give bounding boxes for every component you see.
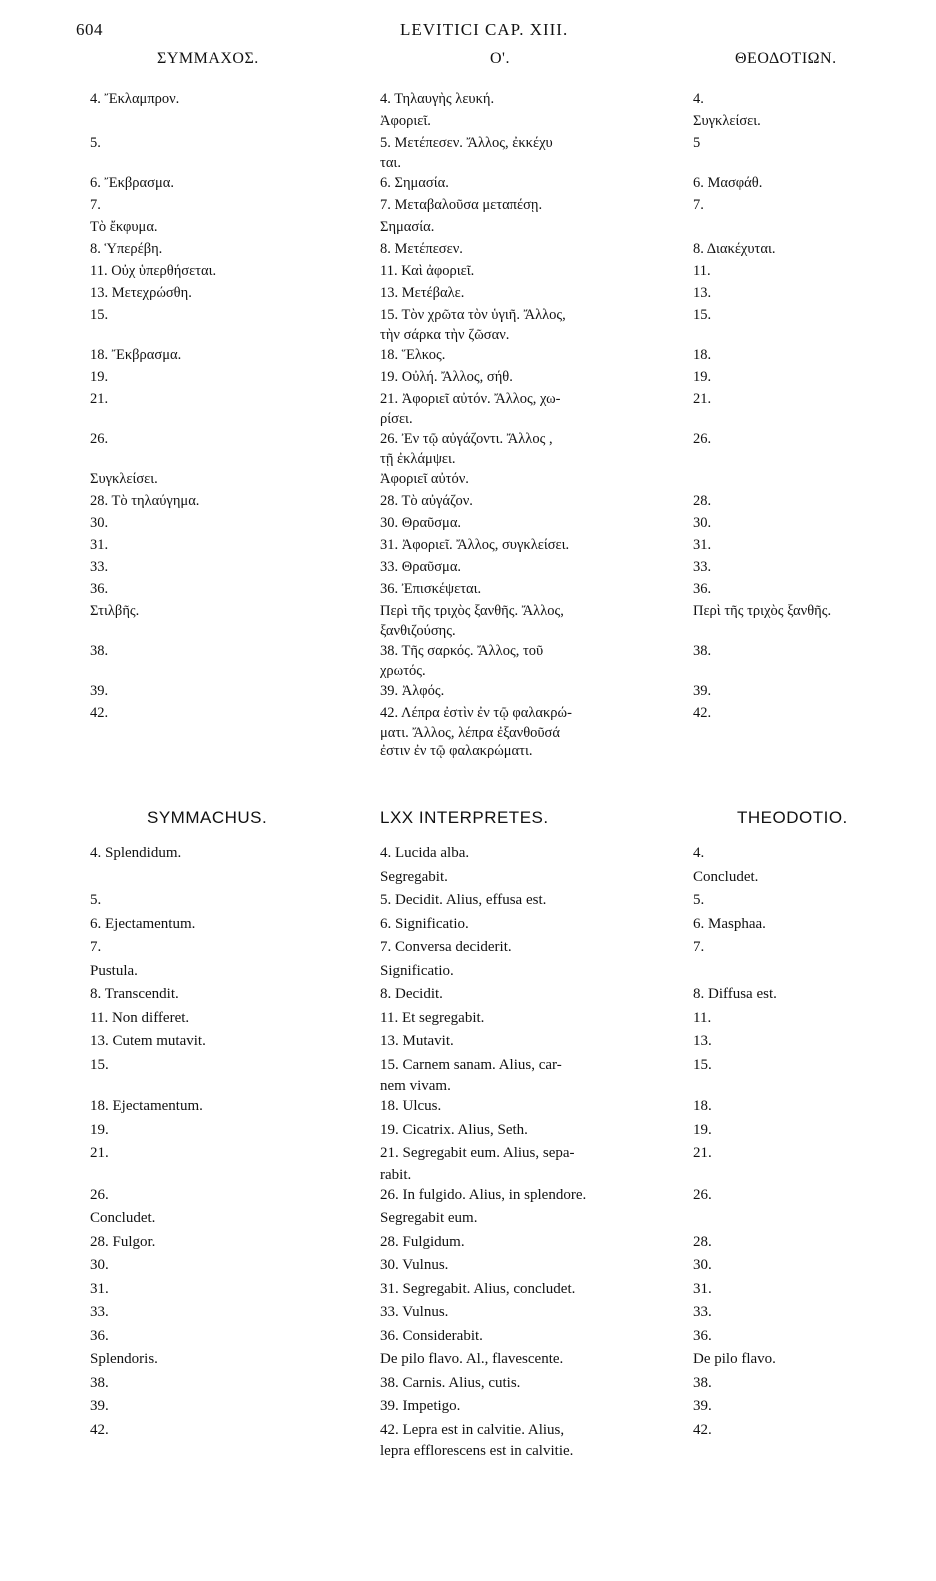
lxx-line: 39. Impetigo. — [380, 1398, 461, 1414]
verse-row — [0, 468, 936, 490]
verse-row — [0, 238, 936, 260]
verse-row — [0, 702, 936, 760]
theodotion-cell — [693, 1207, 893, 1231]
verse-row — [0, 88, 936, 110]
theodotion-cell: 39. — [693, 1398, 712, 1414]
theodotion-cell: 6. Μασφάθ. — [693, 175, 763, 191]
lxx-line: τὴν σάρκα τὴν ζῶσαν. — [380, 327, 510, 343]
lxx-line: 28. Fulgidum. — [380, 1233, 465, 1250]
symmachus-cell: 4. Ἔκλαμπρον. — [90, 91, 180, 107]
verse-row — [0, 110, 936, 132]
theodotion-cell: 5. — [693, 892, 705, 908]
verse-row — [0, 1301, 936, 1325]
heading-symmachus-greek: ΣΥΜΜΑΧΟΣ. — [157, 50, 259, 67]
verse-row — [0, 172, 936, 194]
lxx-line: 13. Μετέβαλε. — [380, 285, 465, 301]
lxx-cell — [380, 194, 683, 216]
symmachus-cell: 13. Μετεχρώσθη. — [90, 285, 192, 301]
theodotion-cell: 8. Diffusa est. — [693, 986, 777, 1002]
greek-section — [0, 50, 936, 760]
symmachus-cell: Splendoris. — [90, 1351, 158, 1367]
heading-symmachus-latin: SYMMACHUS. — [147, 808, 268, 827]
theodotion-cell: 30. — [693, 515, 712, 531]
lxx-line: Σημασία. — [380, 219, 435, 235]
lxx-line: 38. Carnis. Alius, cutis. — [380, 1374, 521, 1391]
symmachus-cell: 21. — [90, 1145, 109, 1161]
lxx-line: 30. Vulnus. — [380, 1257, 449, 1273]
lxx-cell — [380, 866, 683, 890]
verse-row — [0, 983, 936, 1007]
verse-row — [0, 344, 936, 366]
verse-row — [0, 1325, 936, 1349]
verse-row — [0, 913, 936, 937]
lxx-line: 8. Μετέπεσεν. — [380, 241, 463, 257]
verse-row — [0, 1007, 936, 1031]
lxx-line: 5. Μετέπεσεν. Ἄλλος, ἐκκέχυ — [380, 135, 553, 151]
symmachus-cell: 38. — [90, 1374, 109, 1391]
verse-row — [0, 388, 936, 428]
lxx-line: 11. Et segregabit. — [380, 1009, 485, 1026]
verse-row — [0, 1119, 936, 1143]
heading-theodotion-latin: THEODOTIO. — [737, 808, 848, 827]
symmachus-cell — [90, 866, 380, 890]
lxx-cell — [380, 1207, 683, 1231]
verse-row — [0, 366, 936, 388]
lxx-line: 11. Καὶ ἀφοριεῖ. — [380, 263, 475, 279]
lxx-line: 13. Mutavit. — [380, 1033, 454, 1049]
verse-row — [0, 1142, 936, 1184]
lxx-cell — [380, 600, 683, 640]
lxx-cell — [380, 216, 683, 238]
lxx-line: 33. Vulnus. — [380, 1304, 449, 1320]
theodotion-cell: 13. — [693, 1033, 712, 1049]
theodotion-cell: 15. — [693, 1056, 712, 1073]
theodotion-cell: Concludet. — [693, 868, 759, 885]
lxx-cell — [380, 260, 683, 282]
lxx-line: 31. Ἀφοριεῖ. Ἄλλος, συγκλείσει. — [380, 537, 570, 553]
verse-row — [0, 1254, 936, 1278]
heading-theodotion-greek: ΘΕΟΔΟΤΙΩΝ. — [735, 50, 837, 67]
lxx-cell — [380, 1301, 683, 1325]
verse-row — [0, 1030, 936, 1054]
theodotion-cell: 21. — [693, 1145, 712, 1161]
theodotion-cell: 18. — [693, 347, 712, 363]
symmachus-cell: 38. — [90, 643, 109, 659]
symmachus-cell: 36. — [90, 581, 109, 597]
verse-row — [0, 534, 936, 556]
theodotion-cell: 38. — [693, 1374, 712, 1391]
theodotion-cell — [693, 960, 893, 984]
theodotion-cell: 26. — [693, 431, 712, 447]
symmachus-cell: 26. — [90, 431, 109, 447]
lxx-line: 7. Conversa deciderit. — [380, 939, 512, 955]
lxx-line: 6. Significatio. — [380, 915, 469, 932]
lxx-cell — [380, 512, 683, 534]
heading-lxx-latin: LXX INTERPRETES. — [380, 808, 549, 827]
theodotion-cell: 26. — [693, 1186, 712, 1203]
lxx-line: 4. Lucida alba. — [380, 845, 470, 861]
symmachus-cell: 21. — [90, 391, 109, 407]
symmachus-cell: 15. — [90, 307, 109, 323]
lxx-cell — [380, 1419, 683, 1461]
lxx-line: 42. Λέπρα ἐστὶν ἐν τῷ φαλακρώ- — [380, 705, 572, 721]
lxx-cell — [380, 1030, 683, 1054]
symmachus-cell: Pustula. — [90, 962, 138, 979]
lxx-cell — [380, 468, 683, 490]
lxx-line: 15. Carnem sanam. Alius, car- — [380, 1056, 562, 1073]
theodotion-cell: Συγκλείσει. — [693, 113, 761, 129]
lxx-line: ται. — [380, 155, 401, 171]
theodotion-cell — [693, 216, 893, 238]
latin-rows — [0, 842, 936, 1460]
theodotion-cell: 4. — [693, 91, 704, 107]
verse-row — [0, 1278, 936, 1302]
theodotion-cell: 5 — [693, 135, 701, 151]
lxx-line: Περὶ τῆς τριχὸς ξανθῆς. Ἄλλος, — [380, 603, 564, 619]
verse-row — [0, 260, 936, 282]
lxx-line: 31. Segregabit. Alius, concludet. — [380, 1280, 576, 1297]
verse-row — [0, 216, 936, 238]
lxx-line: ξανθιζούσης. — [380, 623, 456, 639]
symmachus-cell: 6. Ejectamentum. — [90, 915, 196, 932]
latin-headings — [0, 808, 936, 834]
symmachus-cell: Συγκλείσει. — [90, 471, 158, 487]
symmachus-cell: 11. Οὐχ ὑπερθήσεται. — [90, 263, 217, 279]
lxx-cell — [380, 88, 683, 110]
symmachus-cell: Στιλβῆς. — [90, 603, 140, 619]
lxx-cell — [380, 1254, 683, 1278]
lxx-cell — [380, 1142, 683, 1184]
lxx-cell — [380, 680, 683, 702]
theodotion-cell: 33. — [693, 1304, 712, 1320]
page-number: 604 — [76, 20, 103, 39]
symmachus-cell: Concludet. — [90, 1210, 156, 1226]
symmachus-cell: 13. Cutem mutavit. — [90, 1033, 206, 1049]
theodotion-cell: 7. — [693, 939, 705, 955]
verse-row — [0, 1231, 936, 1255]
verse-row — [0, 680, 936, 702]
lxx-cell — [380, 1278, 683, 1302]
theodotion-cell: 39. — [693, 683, 712, 699]
lxx-line: 7. Μεταβαλοῦσα μεταπέσῃ. — [380, 197, 543, 213]
symmachus-cell: 31. — [90, 537, 109, 553]
lxx-cell — [380, 388, 683, 428]
lxx-line: 19. Cicatrix. Alius, Seth. — [380, 1121, 528, 1138]
lxx-line: ρίσει. — [380, 411, 413, 427]
symmachus-cell: 31. — [90, 1280, 109, 1297]
theodotion-cell — [693, 468, 893, 490]
lxx-line: Ἀφοριεῖ αὐτόν. — [380, 471, 469, 487]
lxx-line: 42. Lepra est in calvitie. Alius, — [380, 1421, 565, 1438]
symmachus-cell: 19. — [90, 1121, 109, 1138]
lxx-line: ἐστιν ἐν τῷ φαλακρώματι. — [380, 743, 533, 759]
lxx-cell — [380, 640, 683, 680]
symmachus-cell: 19. — [90, 369, 109, 385]
heading-lxx-greek: Ο'. — [490, 50, 510, 67]
lxx-cell — [380, 172, 683, 194]
verse-row — [0, 1054, 936, 1096]
symmachus-cell: 30. — [90, 1257, 109, 1273]
verse-row — [0, 889, 936, 913]
theodotion-cell: 19. — [693, 1121, 712, 1138]
verse-row — [0, 1207, 936, 1231]
theodotion-cell: De pilo flavo. — [693, 1351, 776, 1367]
lxx-line: 30. Θραῦσμα. — [380, 515, 462, 531]
symmachus-cell — [90, 110, 380, 132]
symmachus-cell: 39. — [90, 1398, 109, 1414]
lxx-cell — [380, 702, 683, 760]
symmachus-cell: 4. Splendidum. — [90, 845, 182, 861]
lxx-line: 28. Τὸ αὐγάζον. — [380, 493, 473, 509]
lxx-line: 15. Τὸν χρῶτα τὸν ὑγιῆ. Ἄλλος, — [380, 307, 566, 323]
lxx-cell — [380, 344, 683, 366]
lxx-line: 4. Τηλαυγὴς λευκή. — [380, 91, 495, 107]
page-header — [0, 20, 936, 44]
verse-row — [0, 866, 936, 890]
lxx-line: ματι. Ἄλλος, λέπρα ἐξανθοῦσά — [380, 725, 560, 741]
verse-row — [0, 428, 936, 468]
theodotion-cell: 13. — [693, 285, 712, 301]
verse-row — [0, 578, 936, 600]
symmachus-cell: 18. Ἔκβρασμα. — [90, 347, 182, 363]
lxx-cell — [380, 1054, 683, 1096]
lxx-line: 26. Ἐν τῷ αὐγάζοντι. Ἄλλος , — [380, 431, 553, 447]
lxx-line: lepra efflorescens est in calvitie. — [380, 1443, 574, 1459]
verse-row — [0, 1095, 936, 1119]
theodotion-cell: 11. — [693, 263, 711, 279]
verse-row — [0, 1395, 936, 1419]
symmachus-cell: 7. — [90, 939, 102, 955]
verse-row — [0, 640, 936, 680]
verse-row — [0, 1419, 936, 1461]
lxx-line: 38. Τῆς σαρκός. Ἄλλος, τοῦ — [380, 643, 544, 659]
verse-row — [0, 960, 936, 984]
lxx-cell — [380, 282, 683, 304]
theodotion-cell: 4. — [693, 845, 705, 861]
lxx-line: 18. Ἕλκος. — [380, 347, 446, 363]
theodotion-cell: 42. — [693, 1421, 712, 1438]
verse-row — [0, 1372, 936, 1396]
lxx-cell — [380, 366, 683, 388]
lxx-line: τῇ ἐκλάμψει. — [380, 451, 456, 467]
lxx-line: Ἀφοριεῖ. — [380, 113, 431, 129]
theodotion-cell: Περὶ τῆς τριχὸς ξανθῆς. — [693, 603, 832, 619]
lxx-cell — [380, 842, 683, 866]
lxx-cell — [380, 1231, 683, 1255]
lxx-cell — [380, 556, 683, 578]
lxx-line: rabit. — [380, 1166, 412, 1183]
lxx-line: nem vivam. — [380, 1078, 451, 1094]
theodotion-cell: 21. — [693, 391, 712, 407]
symmachus-cell: 7. — [90, 197, 101, 213]
theodotion-cell: 36. — [693, 1327, 712, 1344]
theodotion-cell: 33. — [693, 559, 712, 575]
lxx-cell — [380, 889, 683, 913]
symmachus-cell: 11. Non differet. — [90, 1009, 190, 1026]
symmachus-cell: 33. — [90, 1304, 109, 1320]
symmachus-cell: 39. — [90, 683, 109, 699]
lxx-cell — [380, 1348, 683, 1372]
symmachus-cell: 36. — [90, 1327, 109, 1344]
theodotion-cell: 31. — [693, 537, 712, 553]
lxx-cell — [380, 490, 683, 512]
verse-row — [0, 132, 936, 172]
symmachus-cell: 42. — [90, 705, 109, 721]
symmachus-cell: 5. — [90, 892, 102, 908]
lxx-cell — [380, 1395, 683, 1419]
verse-row — [0, 842, 936, 866]
symmachus-cell: 28. Τὸ τηλαύγημα. — [90, 493, 200, 509]
theodotion-cell: 11. — [693, 1009, 712, 1026]
theodotion-cell: 15. — [693, 307, 712, 323]
verse-row — [0, 936, 936, 960]
lxx-cell — [380, 534, 683, 556]
verse-row — [0, 490, 936, 512]
lxx-line: 19. Οὐλή. Ἄλλος, σήθ. — [380, 369, 513, 385]
lxx-line: 26. In fulgido. Alius, in splendore. — [380, 1186, 587, 1203]
symmachus-cell: 33. — [90, 559, 109, 575]
verse-row — [0, 282, 936, 304]
lxx-cell — [380, 1372, 683, 1396]
lxx-line: 6. Σημασία. — [380, 175, 449, 191]
symmachus-cell: 30. — [90, 515, 109, 531]
lxx-line: 33. Θραῦσμα. — [380, 559, 462, 575]
lxx-cell — [380, 960, 683, 984]
lxx-line: 21. Segregabit eum. Alius, sepa- — [380, 1145, 575, 1161]
lxx-line: De pilo flavo. Al., flavescente. — [380, 1351, 564, 1367]
lxx-line: 36. Ἐπισκέψεται. — [380, 581, 482, 597]
lxx-cell — [380, 1095, 683, 1119]
greek-headings — [0, 50, 936, 76]
symmachus-cell: Τὸ ἔκφυμα. — [90, 219, 158, 235]
theodotion-cell: 19. — [693, 369, 712, 385]
latin-section — [0, 808, 936, 1460]
lxx-cell — [380, 578, 683, 600]
lxx-line: 39. Ἀλφός. — [380, 683, 445, 699]
theodotion-cell: 31. — [693, 1280, 712, 1297]
theodotion-cell: 18. — [693, 1098, 712, 1114]
theodotion-cell: 6. Masphaa. — [693, 915, 766, 932]
lxx-line: Segregabit eum. — [380, 1210, 478, 1226]
symmachus-cell: 18. Ejectamentum. — [90, 1098, 203, 1114]
lxx-cell — [380, 238, 683, 260]
lxx-cell — [380, 1184, 683, 1208]
theodotion-cell: 8. Διακέχυται. — [693, 241, 776, 257]
lxx-line: 21. Ἀφοριεῖ αὐτόν. Ἄλλος, χω- — [380, 391, 561, 407]
symmachus-cell: 15. — [90, 1056, 109, 1073]
symmachus-cell: 26. — [90, 1186, 109, 1203]
verse-row — [0, 512, 936, 534]
lxx-cell — [380, 913, 683, 937]
verse-row — [0, 1184, 936, 1208]
lxx-cell — [380, 1325, 683, 1349]
symmachus-cell: 6. Ἔκβρασμα. — [90, 175, 174, 191]
verse-row — [0, 304, 936, 344]
lxx-line: 36. Considerabit. — [380, 1327, 483, 1344]
lxx-line: 8. Decidit. — [380, 986, 443, 1002]
theodotion-cell: 38. — [693, 643, 712, 659]
theodotion-cell: 7. — [693, 197, 704, 213]
running-title: LEVITICI CAP. XIII. — [400, 20, 569, 39]
verse-row — [0, 600, 936, 640]
theodotion-cell: 36. — [693, 581, 712, 597]
verse-row — [0, 556, 936, 578]
theodotion-cell: 28. — [693, 1233, 712, 1250]
lxx-cell — [380, 1119, 683, 1143]
lxx-cell — [380, 936, 683, 960]
lxx-line: 18. Ulcus. — [380, 1098, 442, 1114]
symmachus-cell: 8. Transcendit. — [90, 986, 179, 1002]
verse-row — [0, 194, 936, 216]
symmachus-cell: 5. — [90, 135, 101, 151]
lxx-cell — [380, 1007, 683, 1031]
symmachus-cell: 28. Fulgor. — [90, 1233, 156, 1250]
symmachus-cell: 42. — [90, 1421, 109, 1438]
theodotion-cell: 42. — [693, 705, 712, 721]
lxx-cell — [380, 983, 683, 1007]
verse-row — [0, 1348, 936, 1372]
lxx-cell — [380, 132, 683, 172]
lxx-line: Segregabit. — [380, 868, 448, 885]
lxx-line: Significatio. — [380, 962, 454, 979]
lxx-cell — [380, 428, 683, 468]
lxx-line: χρωτός. — [380, 663, 426, 679]
theodotion-cell: 30. — [693, 1257, 712, 1273]
symmachus-cell: 8. Ὑπερέβη. — [90, 241, 163, 257]
lxx-line: 5. Decidit. Alius, effusa est. — [380, 892, 547, 908]
lxx-cell — [380, 304, 683, 344]
lxx-cell — [380, 110, 683, 132]
greek-rows — [0, 88, 936, 760]
theodotion-cell: 28. — [693, 493, 712, 509]
